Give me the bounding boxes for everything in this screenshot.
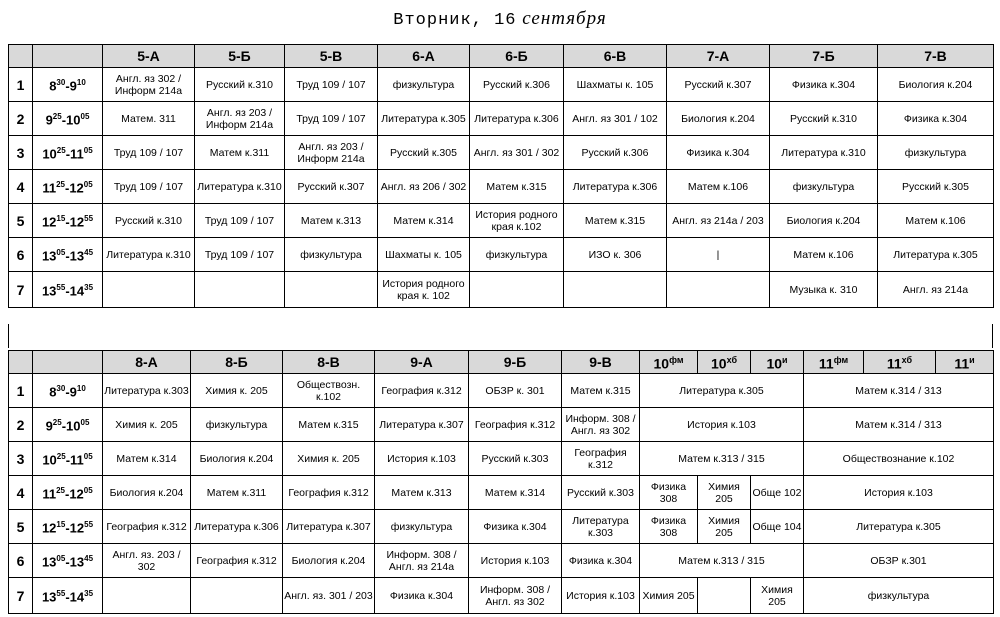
- lesson-row: [9, 408, 994, 442]
- lesson-cell: Шахматы к. 105: [378, 238, 470, 272]
- lesson-cell: Биология к.204: [283, 544, 375, 578]
- class-header: [864, 351, 936, 374]
- class-header-label: 11: [954, 355, 970, 372]
- class-header-profile: и: [969, 355, 975, 366]
- class-header: [283, 351, 375, 374]
- time-minutes: 25: [56, 451, 66, 461]
- time-hour: 12: [41, 214, 57, 230]
- lesson-cell: История к.103: [640, 408, 804, 442]
- time-minutes: 05: [83, 179, 93, 189]
- schedule-title: [0, 8, 1000, 30]
- lesson-cell: Информ. 308 / Англ. яз 302: [469, 578, 562, 614]
- lesson-cell: Биология к.204: [667, 102, 770, 136]
- time-hour: 9: [45, 112, 53, 128]
- time-hour: 11: [42, 486, 57, 502]
- time-minutes: 05: [83, 451, 93, 461]
- lesson-cell: Труд 109 / 107: [195, 238, 285, 272]
- lesson-cell: Англ. яз 301 / 102: [564, 102, 667, 136]
- class-header: [191, 351, 283, 374]
- lesson-cell: Труд 109 / 107: [103, 136, 195, 170]
- header-blank: [9, 45, 33, 68]
- time-hour: 13: [41, 248, 57, 264]
- lesson-cell: Химия к. 205: [283, 442, 375, 476]
- lesson-number: 5: [9, 510, 33, 544]
- lesson-cell: Матем к.313: [375, 476, 469, 510]
- time-minutes: 25: [56, 145, 66, 155]
- lesson-cell: Матем к.315: [564, 204, 667, 238]
- lesson-cell: Русский к.310: [103, 204, 195, 238]
- time-minutes: 05: [83, 485, 93, 495]
- class-header-label: 11: [818, 355, 834, 372]
- time-minutes: 55: [84, 213, 94, 223]
- lesson-cell: Литература к.305: [878, 238, 994, 272]
- time-minutes: 05: [80, 417, 90, 427]
- lesson-cell: Литература к.303: [562, 510, 640, 544]
- lesson-cell: Информ. 308 / Англ. яз 302: [562, 408, 640, 442]
- time-hour: 13: [41, 283, 57, 299]
- lesson-cell: Литература к.303: [103, 374, 191, 408]
- time-hour: 14: [69, 589, 85, 605]
- lesson-cell: Литература к.306: [470, 102, 564, 136]
- lesson-cell: Англ. яз 302 / Информ 214а: [103, 68, 195, 102]
- lesson-cell: Матем к.314: [378, 204, 470, 238]
- time-minutes: 05: [83, 145, 93, 155]
- time-hour: 10: [66, 112, 81, 128]
- time-minutes: 15: [56, 213, 66, 223]
- lesson-row: [9, 204, 994, 238]
- lesson-cell: Англ. яз 301 / 302: [470, 136, 564, 170]
- lesson-cell: История к.103: [469, 544, 562, 578]
- lesson-cell: Матем к.311: [191, 476, 283, 510]
- lesson-cell: Матем к.313: [285, 204, 378, 238]
- lesson-time: $13^{55}-14^{35}$: [33, 578, 103, 614]
- lesson-cell: физкультура: [375, 510, 469, 544]
- lesson-time: $12^{15}-12^{55}$: [33, 204, 103, 238]
- lesson-cell: физкультура: [191, 408, 283, 442]
- lesson-cell: Англ. яз 203 / Информ 214а: [195, 102, 285, 136]
- class-header: [804, 351, 864, 374]
- lesson-time: $13^{05}-13^{45}$: [33, 544, 103, 578]
- time-hour: 9: [45, 418, 53, 434]
- lesson-cell: Матем к.106: [770, 238, 878, 272]
- header-blank: [33, 45, 103, 68]
- class-header: 6-В: [564, 45, 667, 68]
- time-hour: 14: [69, 283, 85, 299]
- time-minutes: 55: [56, 282, 66, 292]
- lesson-cell: Обществознание к.102: [804, 442, 994, 476]
- class-header-label: 10: [766, 355, 783, 372]
- lesson-cell: История к.103: [375, 442, 469, 476]
- class-header-label: 10: [653, 355, 670, 372]
- lesson-time: $13^{55}-14^{35}$: [33, 272, 103, 308]
- lesson-cell: ИЗО к. 306: [564, 238, 667, 272]
- lesson-number: 5: [9, 204, 33, 238]
- lesson-cell: физкультура: [470, 238, 564, 272]
- class-header: [469, 351, 562, 374]
- class-header-label: 9-А: [410, 354, 433, 370]
- lesson-time: $9^{25}-10^{05}$: [33, 408, 103, 442]
- header-row: [9, 45, 994, 68]
- lesson-cell: Химия к. 205: [191, 374, 283, 408]
- lesson-time: $11^{25}-12^{05}$: [33, 476, 103, 510]
- lesson-cell: Матем к.314: [469, 476, 562, 510]
- lesson-cell: Англ. яз 214а / 203: [667, 204, 770, 238]
- class-header: 5-Б: [195, 45, 285, 68]
- lesson-cell: Матем к.315: [283, 408, 375, 442]
- lesson-cell: Биология к.204: [103, 476, 191, 510]
- lesson-row: [9, 272, 994, 308]
- lesson-cell: Обще 102: [751, 476, 804, 510]
- lesson-cell: Литература к.305: [804, 510, 994, 544]
- class-header: 6-А: [378, 45, 470, 68]
- class-header: 7-В: [878, 45, 994, 68]
- time-minutes: 05: [80, 111, 90, 121]
- lesson-cell: География к.312: [191, 544, 283, 578]
- class-header-label: 10: [710, 355, 727, 372]
- lesson-cell: [564, 272, 667, 308]
- lesson-cell: Физика к.304: [878, 102, 994, 136]
- lesson-cell: физкультура: [804, 578, 994, 614]
- lesson-cell: Матем к.313 / 315: [640, 442, 804, 476]
- time-minutes: 15: [56, 519, 66, 529]
- lesson-row: [9, 544, 994, 578]
- lesson-number: 4: [9, 170, 33, 204]
- time-hour: 11: [70, 146, 84, 162]
- time-hour: 9: [69, 384, 77, 400]
- time-minutes: 35: [84, 282, 94, 292]
- time-hour: 10: [42, 452, 57, 468]
- lesson-cell: География к.312: [375, 374, 469, 408]
- lesson-cell: ОБЗР к.301: [804, 544, 994, 578]
- lesson-cell: [103, 272, 195, 308]
- time-minutes: 45: [84, 247, 94, 257]
- lesson-cell: [195, 272, 285, 308]
- lesson-cell: Русский к.307: [285, 170, 378, 204]
- lesson-cell: Химия 205: [751, 578, 804, 614]
- time-hour: 9: [69, 78, 77, 94]
- lesson-time: $8^{30}-9^{10}$: [33, 374, 103, 408]
- lesson-number: 2: [9, 102, 33, 136]
- lesson-number: 7: [9, 272, 33, 308]
- lesson-cell: физкультура: [878, 136, 994, 170]
- lesson-cell: История родного края к. 102: [378, 272, 470, 308]
- lesson-cell: Англ. яз. 301 / 203: [283, 578, 375, 614]
- time-hour: 12: [69, 486, 84, 502]
- lesson-cell: Русский к.306: [470, 68, 564, 102]
- lesson-cell: Русский к.305: [878, 170, 994, 204]
- class-header-label: 9-Б: [503, 354, 527, 370]
- class-header-label: 11: [886, 355, 902, 372]
- lesson-number: 2: [9, 408, 33, 442]
- lesson-cell: Русский к.307: [667, 68, 770, 102]
- lesson-row: [9, 374, 994, 408]
- time-minutes: 10: [76, 383, 86, 393]
- lesson-time: $10^{25}-11^{05}$: [33, 442, 103, 476]
- lesson-cell: Литература к.305: [640, 374, 804, 408]
- lesson-cell: [191, 578, 283, 614]
- lesson-cell: Матем к.315: [470, 170, 564, 204]
- lesson-cell: География к.312: [283, 476, 375, 510]
- lesson-cell: физкультура: [378, 68, 470, 102]
- time-minutes: 55: [56, 588, 66, 598]
- lesson-cell: Русский к.303: [469, 442, 562, 476]
- lesson-cell: Биология к.204: [878, 68, 994, 102]
- lesson-number: 1: [9, 374, 33, 408]
- lesson-row: [9, 68, 994, 102]
- lesson-cell: Русский к.306: [564, 136, 667, 170]
- time-minutes: 55: [84, 519, 94, 529]
- lesson-number: 6: [9, 238, 33, 272]
- time-hour: 13: [41, 589, 57, 605]
- class-header: 7-А: [667, 45, 770, 68]
- lesson-cell: Биология к.204: [770, 204, 878, 238]
- lesson-cell: Труд 109 / 107: [103, 170, 195, 204]
- lesson-time: $8^{30}-9^{10}$: [33, 68, 103, 102]
- lesson-cell: Музыка к. 310: [770, 272, 878, 308]
- lesson-cell: Физика к.304: [562, 544, 640, 578]
- lesson-time: $12^{15}-12^{55}$: [33, 510, 103, 544]
- time-hour: 13: [69, 554, 85, 570]
- class-header: [375, 351, 469, 374]
- time-minutes: 25: [56, 485, 65, 495]
- class-header: [103, 351, 191, 374]
- lesson-cell: Матем. 311: [103, 102, 195, 136]
- time-hour: 8: [49, 384, 57, 400]
- lesson-cell: История к.103: [804, 476, 994, 510]
- lesson-row: [9, 578, 994, 614]
- lesson-cell: Обществозн. к.102: [283, 374, 375, 408]
- lesson-cell: Труд 109 / 107: [285, 68, 378, 102]
- class-header: [698, 351, 751, 374]
- lesson-cell: [285, 272, 378, 308]
- lesson-cell: История родного края к.102: [470, 204, 564, 238]
- lesson-cell: Физика 308: [640, 476, 698, 510]
- class-header-profile: хб: [901, 355, 913, 366]
- lesson-cell: |: [667, 238, 770, 272]
- lesson-cell: Физика к.304: [469, 510, 562, 544]
- header-row: [9, 351, 994, 374]
- lesson-cell: География к.312: [562, 442, 640, 476]
- lesson-number: 4: [9, 476, 33, 510]
- lesson-time: $9^{25}-10^{05}$: [33, 102, 103, 136]
- lesson-cell: Матем к.311: [195, 136, 285, 170]
- lesson-cell: Матем к.314 / 313: [804, 408, 994, 442]
- lesson-cell: Информ. 308 / Англ. яз 214а: [375, 544, 469, 578]
- class-header: [936, 351, 994, 374]
- lesson-cell: Матем к.315: [562, 374, 640, 408]
- lesson-cell: Литература к.310: [770, 136, 878, 170]
- lesson-cell: Биология к.204: [191, 442, 283, 476]
- lesson-cell: Русский к.310: [770, 102, 878, 136]
- class-header-profile: фм: [669, 355, 684, 366]
- lesson-row: [9, 442, 994, 476]
- lesson-cell: Обще 104: [751, 510, 804, 544]
- lesson-cell: ОБЗР к. 301: [469, 374, 562, 408]
- lesson-cell: Матем к.314: [103, 442, 191, 476]
- lesson-cell: Русский к.305: [378, 136, 470, 170]
- time-hour: 8: [49, 78, 57, 94]
- lesson-cell: Англ. яз 214а: [878, 272, 994, 308]
- class-header-label: 8-А: [135, 354, 158, 370]
- class-header: [562, 351, 640, 374]
- lesson-row: [9, 170, 994, 204]
- lesson-row: [9, 102, 994, 136]
- schedule-table-grades-8-11: [8, 350, 994, 614]
- lesson-time: $11^{25}-12^{05}$: [33, 170, 103, 204]
- class-header: 7-Б: [770, 45, 878, 68]
- lesson-cell: Литература к.307: [283, 510, 375, 544]
- time-hour: 11: [70, 452, 84, 468]
- time-minutes: 25: [56, 179, 65, 189]
- schedule-table-grades-5-7: [8, 44, 994, 308]
- lesson-cell: Матем к.314 / 313: [804, 374, 994, 408]
- time-minutes: 45: [84, 553, 94, 563]
- lesson-cell: Химия к. 205: [103, 408, 191, 442]
- time-minutes: 25: [52, 417, 62, 427]
- lesson-cell: Труд 109 / 107: [195, 204, 285, 238]
- lesson-row: [9, 510, 994, 544]
- lesson-number: 1: [9, 68, 33, 102]
- lesson-cell: [103, 578, 191, 614]
- lesson-row: [9, 238, 994, 272]
- lesson-cell: Литература к.305: [378, 102, 470, 136]
- lesson-time: $13^{05}-13^{45}$: [33, 238, 103, 272]
- lesson-cell: Шахматы к. 105: [564, 68, 667, 102]
- lesson-number: 6: [9, 544, 33, 578]
- time-hour: 12: [69, 180, 84, 196]
- class-header-label: 9-В: [589, 354, 612, 370]
- time-hour: 12: [69, 214, 85, 230]
- time-hour: 12: [69, 520, 85, 536]
- lesson-cell: Англ. яз. 203 / 302: [103, 544, 191, 578]
- time-hour: 13: [41, 554, 57, 570]
- class-header: 5-А: [103, 45, 195, 68]
- lesson-cell: Физика к.304: [375, 578, 469, 614]
- time-minutes: 25: [52, 111, 62, 121]
- class-header: 5-В: [285, 45, 378, 68]
- lesson-cell: Химия 205: [640, 578, 698, 614]
- lesson-number: 3: [9, 442, 33, 476]
- lesson-cell: физкультура: [285, 238, 378, 272]
- class-header: [640, 351, 698, 374]
- lesson-cell: Литература к.307: [375, 408, 469, 442]
- lesson-number: 7: [9, 578, 33, 614]
- time-minutes: 35: [84, 588, 94, 598]
- lesson-cell: Литература к.306: [191, 510, 283, 544]
- lesson-cell: Физика 308: [640, 510, 698, 544]
- lesson-cell: Литература к.310: [195, 170, 285, 204]
- schedule-month: сентября: [522, 8, 607, 29]
- header-blank: [33, 351, 103, 374]
- lesson-cell: История к.103: [562, 578, 640, 614]
- lesson-cell: Матем к.106: [667, 170, 770, 204]
- lesson-cell: физкультура: [770, 170, 878, 204]
- class-header-label: 8-Б: [225, 354, 248, 370]
- lesson-cell: Литература к.310: [103, 238, 195, 272]
- time-hour: 10: [66, 418, 81, 434]
- lesson-cell: Матем к.313 / 315: [640, 544, 804, 578]
- lesson-cell: Физика к.304: [770, 68, 878, 102]
- lesson-cell: Труд 109 / 107: [285, 102, 378, 136]
- lesson-cell: Химия 205: [698, 476, 751, 510]
- lesson-row: [9, 136, 994, 170]
- time-hour: 10: [42, 146, 57, 162]
- lesson-cell: Матем к.106: [878, 204, 994, 238]
- table-separator: [8, 324, 993, 348]
- time-hour: 11: [42, 180, 57, 196]
- lesson-cell: Англ. яз 203 / Информ 214а: [285, 136, 378, 170]
- time-hour: 13: [69, 248, 85, 264]
- time-minutes: 10: [76, 77, 86, 87]
- lesson-cell: Физика к.304: [667, 136, 770, 170]
- header-blank: [9, 351, 33, 374]
- lesson-cell: Русский к.303: [562, 476, 640, 510]
- lesson-cell: География к.312: [103, 510, 191, 544]
- class-header: [751, 351, 804, 374]
- lesson-row: [9, 476, 994, 510]
- lesson-cell: Русский к.310: [195, 68, 285, 102]
- time-minutes: 05: [56, 247, 66, 257]
- lesson-cell: [667, 272, 770, 308]
- class-header-label: 8-В: [317, 354, 340, 370]
- time-minutes: 30: [56, 77, 66, 87]
- time-hour: 12: [41, 520, 57, 536]
- lesson-cell: Химия 205: [698, 510, 751, 544]
- class-header: 6-Б: [470, 45, 564, 68]
- class-header-profile: и: [782, 355, 788, 366]
- class-header-profile: хб: [726, 355, 738, 366]
- time-minutes: 05: [56, 553, 66, 563]
- lesson-cell: [698, 578, 751, 614]
- lesson-cell: Литература к.306: [564, 170, 667, 204]
- class-header-profile: фм: [833, 355, 849, 366]
- lesson-time: $10^{25}-11^{05}$: [33, 136, 103, 170]
- lesson-number: 3: [9, 136, 33, 170]
- lesson-cell: География к.312: [469, 408, 562, 442]
- lesson-cell: Англ. яз 206 / 302: [378, 170, 470, 204]
- schedule-day: Вторник, 16: [393, 11, 517, 30]
- time-minutes: 30: [56, 383, 66, 393]
- lesson-cell: [470, 272, 564, 308]
